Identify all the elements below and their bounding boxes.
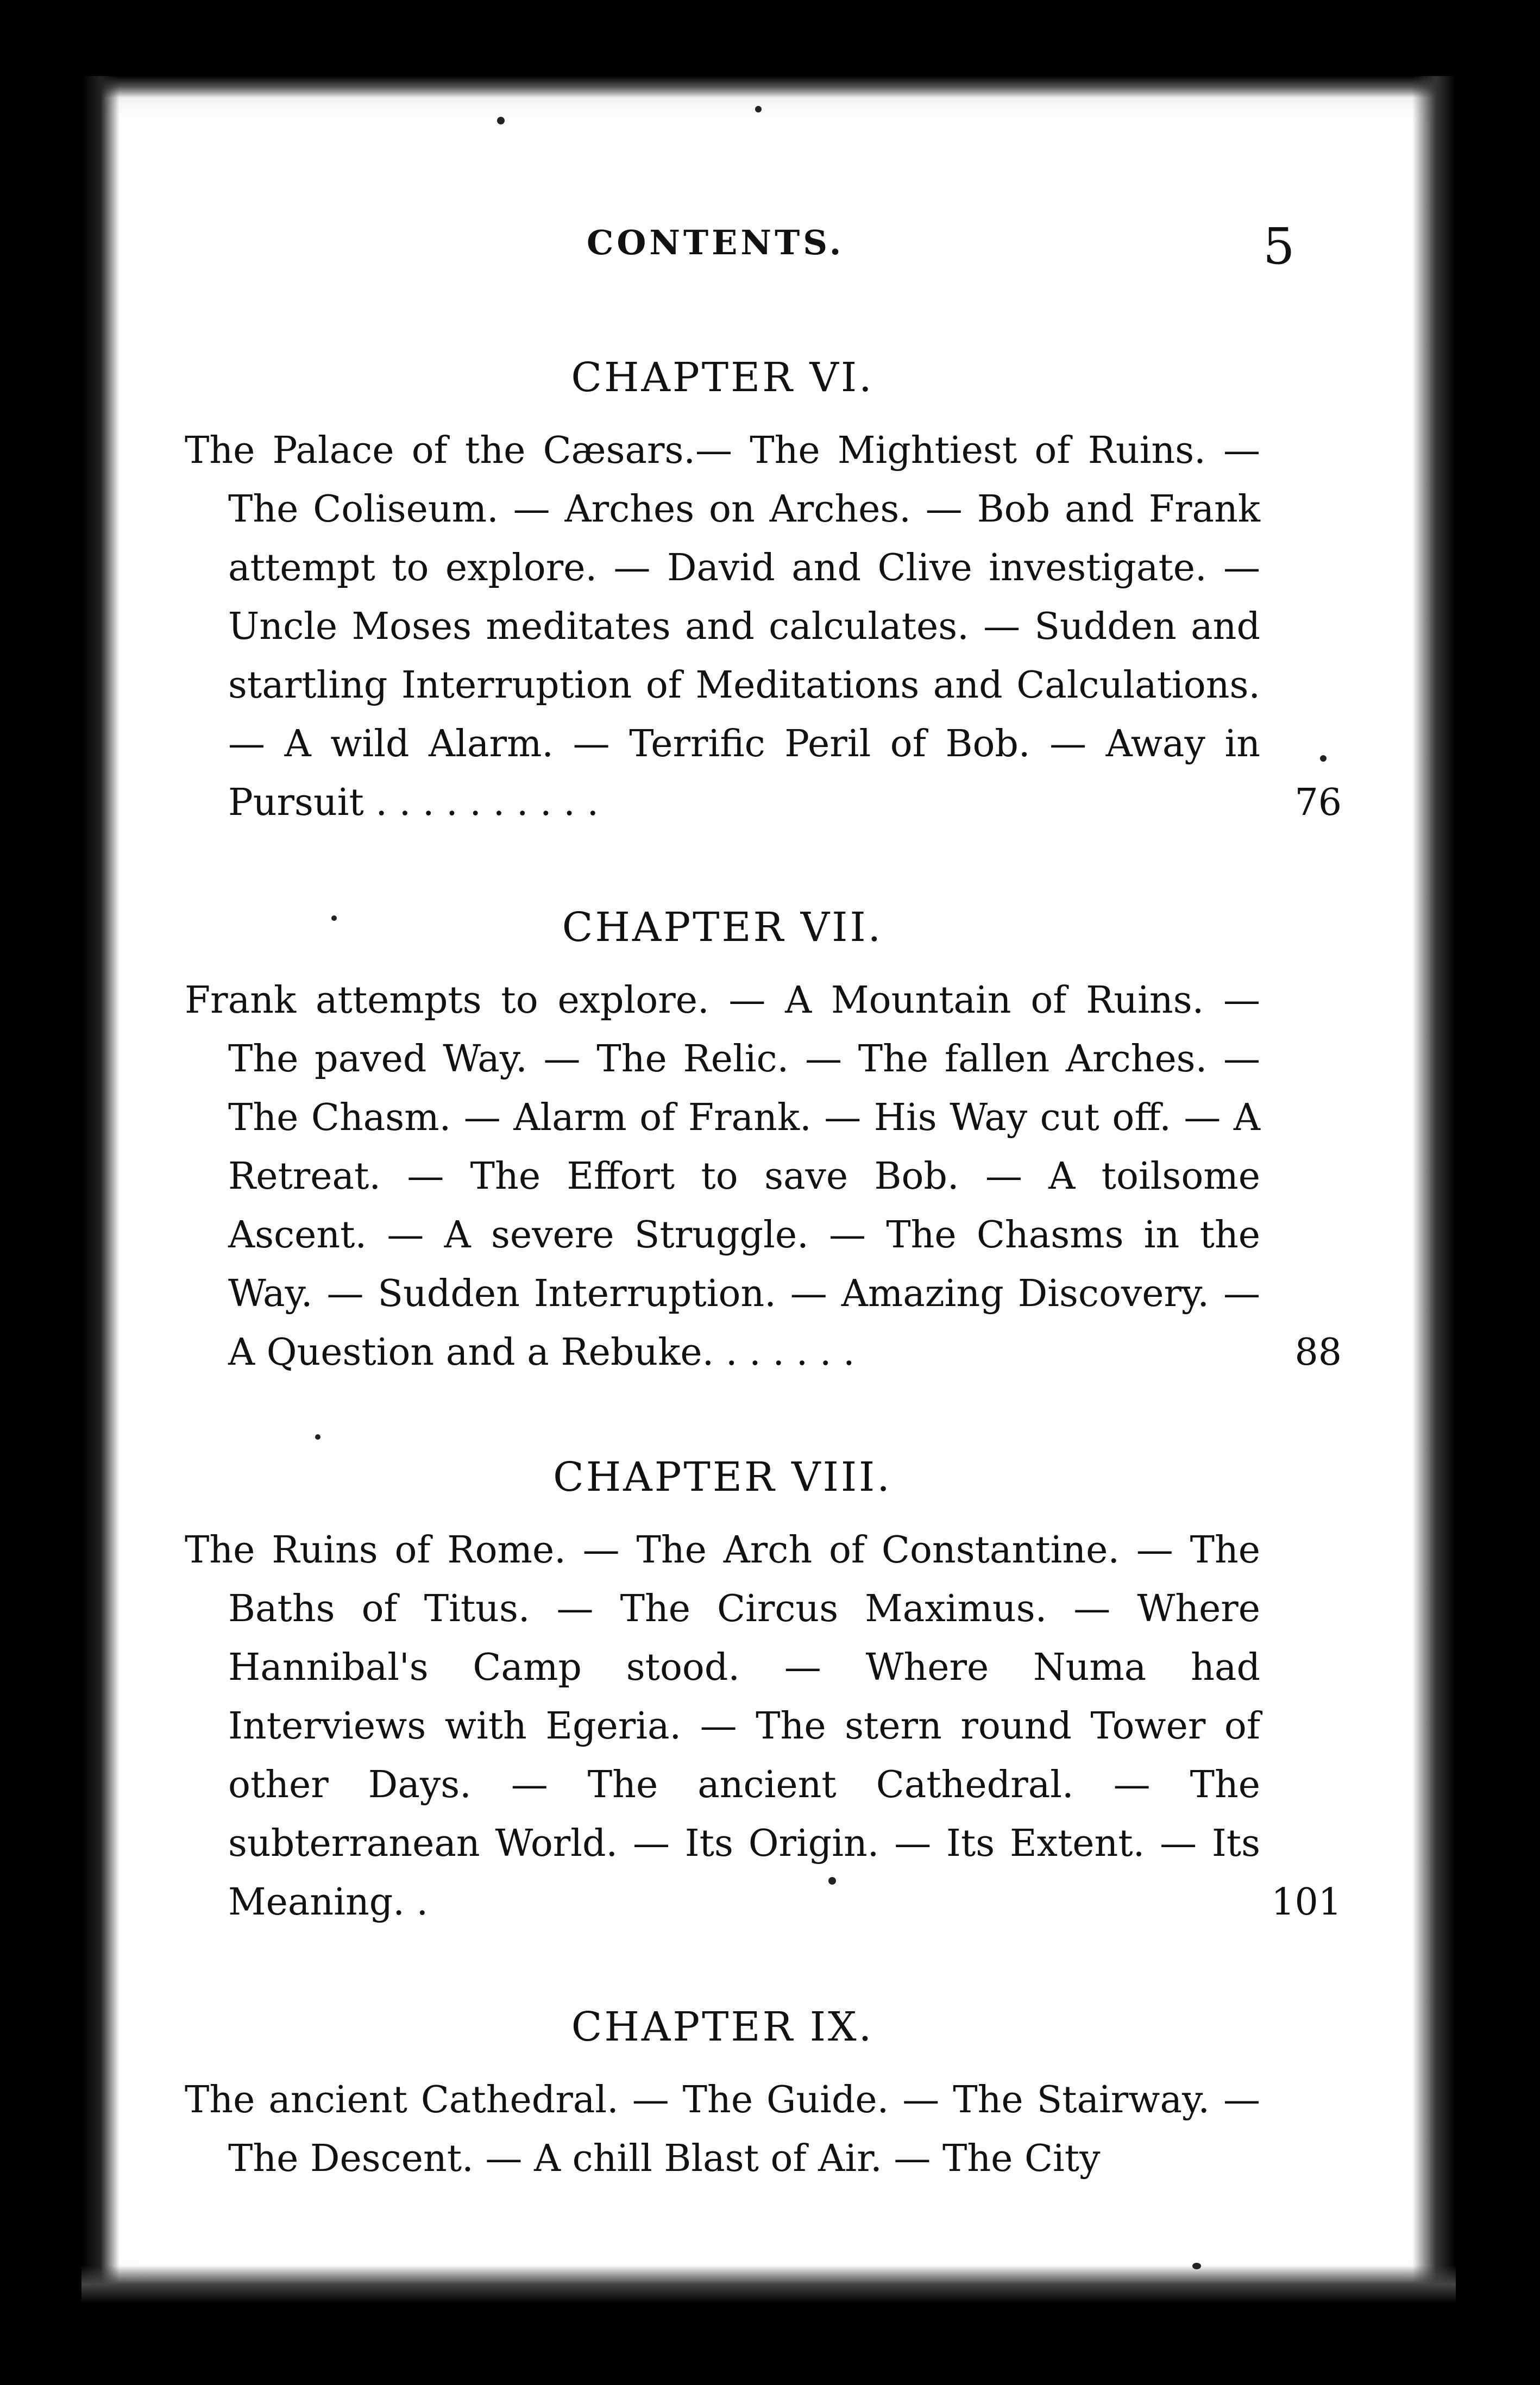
page-edge-bottom (81, 2265, 1456, 2304)
chapter-page-number: 88 (1294, 1331, 1342, 1374)
chapter-summary: Frank attempts to explore. — A Mountain of Ruins. — The paved Way. — The Relic. — The fallen Arches. — The Chasm. — Alarm of Frank. — His Way cut off. — A Retreat. — The Effort to save Bob. — A toilsome Ascent. — A severe Struggle. — The Chasms in the Way. — Sudden Interruption. — Amazing Discovery. — A Question and a Rebuke. . . . . . . (185, 979, 1260, 1374)
chapter-page-number: 101 (1271, 1881, 1342, 1924)
print-speck (755, 106, 762, 112)
page-edge-right (1412, 76, 1456, 2304)
chapter-heading: CHAPTER VI. (571, 354, 874, 401)
print-speck (1320, 755, 1327, 762)
table-of-contents (185, 348, 1342, 2254)
chapter-entry-vi (185, 348, 1342, 832)
chapter-summary: The Ruins of Rome. — The Arch of Constantine. — The Baths of Titus. — The Circus Maximus. — Where Hannibal's Camp stood. — Where Numa had Interviews with Egeria. — The stern round Tower of other Days. — The ancient Cathedral. — The subterranean World. — Its Origin. — Its Extent. — Its Meaning. . (185, 1529, 1260, 1924)
chapter-summary: The ancient Cathedral. — The Guide. — The Stairway. — The Descent. — A chill Blast of Air. — The City (185, 2079, 1260, 2180)
chapter-entry-viii (185, 1447, 1342, 1932)
chapter-entry-ix (185, 1997, 1260, 2188)
chapter-heading: CHAPTER VIII. (553, 1454, 892, 1501)
running-title: CONTENTS. (587, 223, 845, 262)
chapter-summary: The Palace of the Cæsars.— The Mightiest of Ruins. — The Coliseum. — Arches on Arches. — Bob and Frank attempt to explore. — David and Clive investigate. — Uncle Moses meditates and calculates. — Sudden and startling Interruption of Meditations and Calculations. — A wild Alarm. — Terrific Peril of Bob. — Away in Pursuit . . . . . . . . . . (185, 429, 1260, 824)
page-number: 5 (1263, 217, 1295, 275)
page-edge-left (81, 76, 120, 2304)
running-head (0, 217, 1540, 288)
page-edge-top (81, 76, 1456, 98)
chapter-page-number: 76 (1294, 781, 1342, 824)
print-speck (497, 117, 505, 124)
chapter-heading: CHAPTER IX. (571, 2004, 874, 2050)
chapter-entry-vii (185, 897, 1342, 1382)
chapter-heading: CHAPTER VII. (562, 904, 883, 951)
print-speck (1192, 2263, 1201, 2269)
